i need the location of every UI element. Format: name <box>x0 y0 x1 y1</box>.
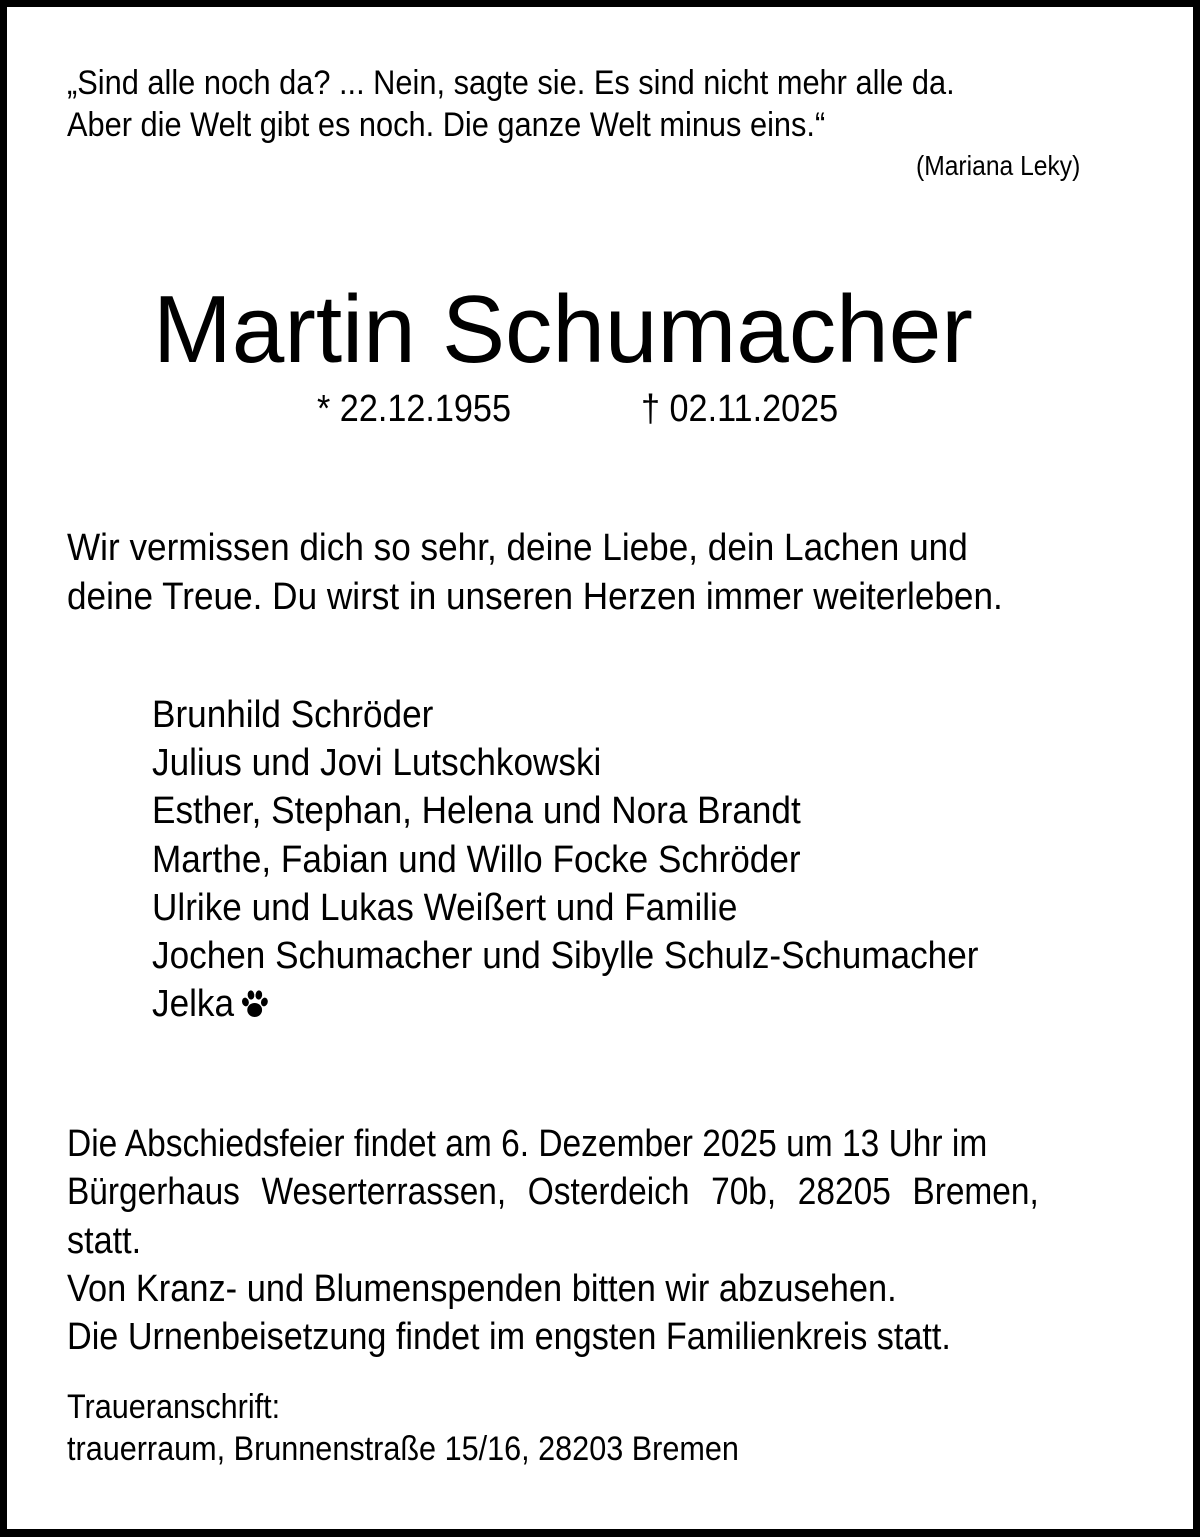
ceremony-line-1: Die Abschiedsfeier findet am 6. Dezember 2025 um 13 Uhr im <box>67 1123 988 1165</box>
mourner-7-name: Jelka <box>152 983 235 1025</box>
death-date: † 02.11.2025 <box>641 388 839 430</box>
ceremony-line-5: Die Urnenbeisetzung findet im engsten Familienkreis statt. <box>67 1316 951 1358</box>
birth-date: * 22.12.1955 <box>317 388 511 430</box>
mourner-1: Brunhild Schröder <box>152 694 434 736</box>
mourner-4: Marthe, Fabian und Willo Focke Schröder <box>152 839 801 881</box>
ceremony-line-2 <box>67 1173 1133 1211</box>
paw-icon <box>240 988 270 1020</box>
mourner-5: Ulrike und Lukas Weißert und Familie <box>152 887 738 929</box>
message-line-2: deine Treue. Du wirst in unseren Herzen immer weiterleben. <box>67 576 1003 618</box>
address-value: trauerraum, Brunnenstraße 15/16, 28203 Bremen <box>67 1430 739 1468</box>
address-label: Traueranschrift: <box>67 1388 281 1426</box>
mourner-2: Julius und Jovi Lutschkowski <box>152 742 602 784</box>
quote-line-1: „Sind alle noch da? ... Nein, sagte sie. Es sind nicht mehr alle da. <box>67 64 955 102</box>
ceremony-line-4: Von Kranz- und Blumenspenden bitten wir abzusehen. <box>67 1268 897 1310</box>
mourner-3: Esther, Stephan, Helena und Nora Brandt <box>152 790 801 832</box>
ceremony-line-3: statt. <box>67 1220 142 1262</box>
quote-line-2: Aber die Welt gibt es noch. Die ganze Welt minus eins.“ <box>67 106 826 144</box>
ceremony-line-2-text: Bürgerhaus Weserterrassen, Osterdeich 70b, 28205 Bremen, <box>67 1171 1039 1213</box>
quote-author: (Mariana Leky) <box>916 150 1081 181</box>
deceased-name: Martin Schumacher <box>153 276 973 383</box>
message-line-1: Wir vermissen dich so sehr, deine Liebe, dein Lachen und <box>67 527 968 569</box>
mourner-7 <box>152 985 269 1023</box>
mourner-6: Jochen Schumacher und Sibylle Schulz-Schumacher <box>152 935 979 977</box>
